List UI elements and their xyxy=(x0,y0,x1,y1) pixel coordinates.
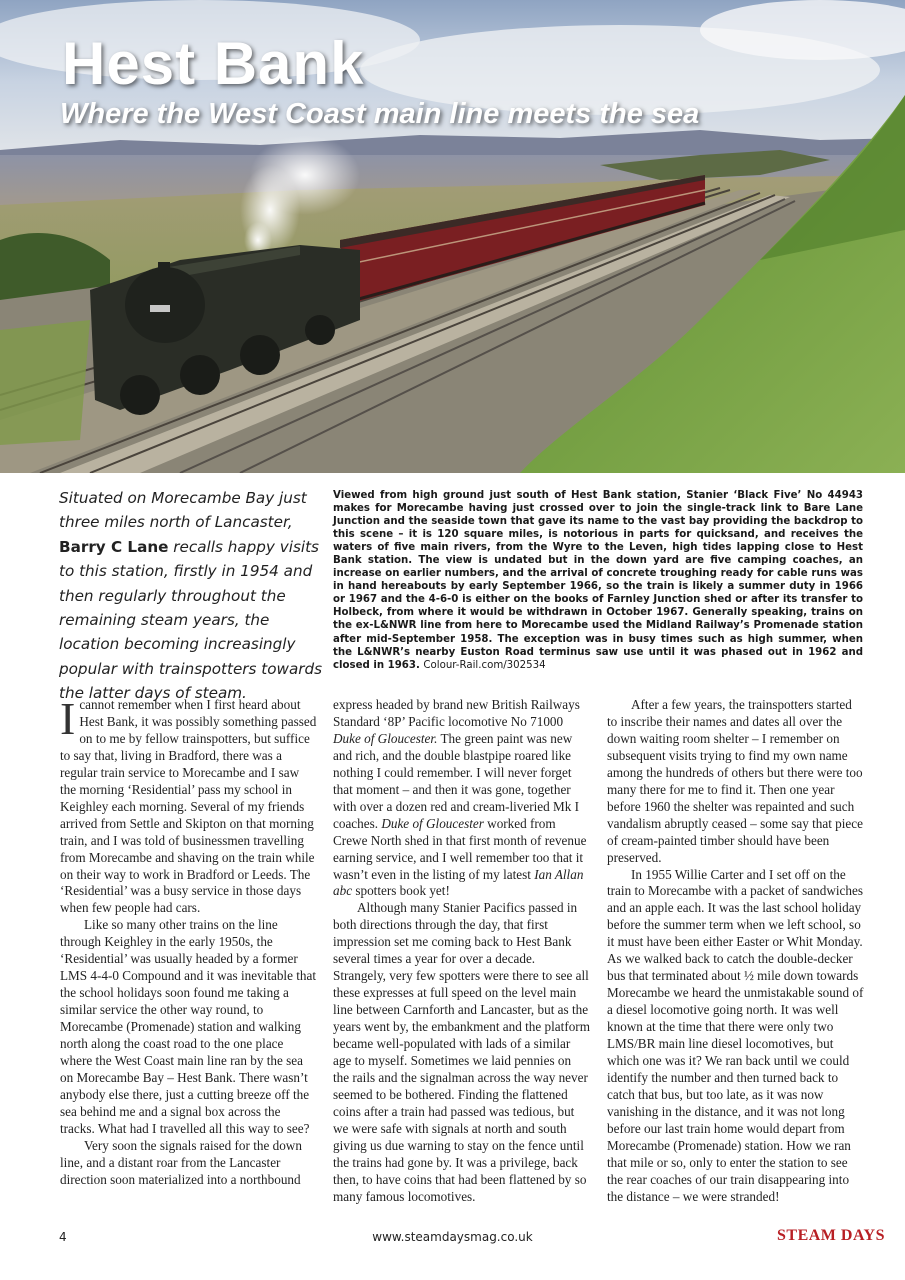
body-column-1 xyxy=(60,693,317,1189)
paragraph xyxy=(60,693,317,917)
photo-credit: Colour-Rail.com/302534 xyxy=(423,659,546,671)
paragraph-text: cannot remember when I first heard about Hest Bank, it was possibly something passed on to me by fellow trainspotters, but suffice to say that, living in Bradford, there was a regular train service to Morecambe and I saw the morning ‘Residential’ pass my school in Keighley each morning. Several of my friends arrived from Settle and Skipton on that morning train, and I was told of businessmen travelling from Morecambe and shaving on the train while on their way to work in Bradford or Leeds. The ‘Residential’ was a busy service in those days when few people had cars. xyxy=(60,697,317,916)
paragraph: Like so many other trains on the line through Keighley in the early 1950s, the ‘Residential’ was usually headed by a former LMS 4-4-0 Compound and it was inevitable that the school holidays soon found me taking a similar service the other way round, to Morecambe (Promenade) station and walking north along the coast road to the one place where the West Coast main line ran by the sea on Morecambe Bay – Hest Bank. There wasn’t anybody else there, just a cutting breeze off the sea behind me and a signal box across the tracks. What had I travelled all this way to see? xyxy=(60,917,317,1136)
paragraph xyxy=(333,697,590,900)
paragraph-text: express headed by brand new British Railways Standard ‘8P’ Pacific locomotive No 71000 xyxy=(333,697,580,729)
paragraph: In 1955 Willie Carter and I set off on the train to Morecambe with a packet of sandwiches and an apple each. It was the last school holiday before the summer term when we left school, so it must have been either Easter or Whit Monday. As we walked back to catch the double-decker bus that terminated about ½ mile down towards Morecambe we heard the unmistakable sound of a diesel locomotive going north. It was well known at the time that there were only two LMS/BR main line diesel locomotives, but which one was it? We ran back until we could identify the number and then turned back to catch that bus, but too late, as it was now vanishing in the distance, and it was not long before our last train home would depart from Morecambe (Promenade) station. How we ran that mile or so, only to enter the station to see the rear coaches of our train disappearing into the distance – we were stranded! xyxy=(607,866,864,1204)
paragraph: Very soon the signals raised for the down line, and a distant roar from the Lancaster direction soon materialized into a northbound xyxy=(60,1137,302,1187)
locomotive-name: Duke of Gloucester xyxy=(381,815,484,831)
standfirst-intro: Situated on Morecambe Bay just three miles north of Lancaster, xyxy=(59,489,307,532)
paragraph-text: The green paint was new and rich, and the double blastpipe roared like nothing I could remember. I will never forget that moment – and then it was gone, together with over a dozen red and cream-liveried Mk I coaches. xyxy=(333,730,580,831)
author-name: Barry C Lane xyxy=(59,537,169,556)
paragraph: Although many Stanier Pacifics passed in both directions through the day, that first impression set me coming back to Hest Bank several times a year for over a decade. Strangely, very few spotters were there to see all these expresses at full speed on the level main line between Carnforth and Lancaster, but as the years went by, the embankment and the platform became well-populated with lads of a similar age to myself. Sometimes we laid pennies on the rails and the signalman across the way never seemed to be bothered. Finding the flattened coins after a train had passed was tedious, but we were safe with signals at north and south giving us due warning to stay on the fence until the trains had gone by. It was a privilege, back then, to have coins that had been flattened by so many famous locomotives. xyxy=(333,900,590,1204)
hero-photo xyxy=(0,0,905,473)
book-title: Ian Allan abc xyxy=(333,866,584,899)
standfirst-body: recalls happy visits to this station, firstly in 1954 and then regularly throughout the remaining steam years, the location becoming increasingly popular with trainspotters towards the latter days of steam. xyxy=(59,537,323,703)
paragraph: After a few years, the trainspotters started to inscribe their names and dates all over the down waiting room shelter – I remember on subsequent visits trying to find my own name among the hundreds of others but there were too many there for me to find it. Then one year before 1960 the shelter was repainted and such vandalism abruptly ceased – some say that piece of cream-painted timber should have been preserved. xyxy=(607,697,863,865)
standfirst xyxy=(59,486,324,706)
caption-text: Viewed from high ground just south of Hest Bank station, Stanier ‘Black Five’ No 44943 makes for Morecambe having just crossed over to join the single-track link to Bare Lane Junction and the seaside town that gave its name to the vast bay providing the backdrop to this scene – it is 120 square miles, is notorious in parts for quicksand, and receives the waters of five main rivers, from the Wyre to the Leven, high tides lapping close to Hest Bank station. The view is undated but in the down yard are five camping coaches, an increase on earlier numbers, and the arrival of concrete troughing ready for cable runs was in hand hereabouts by early September 1966, so the train is likely a summer duty in 1966 or 1967 and the 4-6-0 is either on the books of Farnley Junction shed or after its transfer to Holbeck, from where it would be withdrawn in October 1967. Generally speaking, trains on the ex-L&NWR line from here to Morecambe used the Midland Railway’s Promenade station after mid-September 1958. The exception was in busy times such as high summer, when the L&NWR’s nearby Euston Road terminus saw use until it was phased out in 1962 and closed in 1963. xyxy=(333,490,863,671)
drop-cap: I xyxy=(60,693,76,744)
paragraph-text: spotters book yet! xyxy=(355,883,450,899)
page-subtitle: Where the West Coast main line meets the sea xyxy=(60,98,700,130)
body-column-3 xyxy=(607,697,864,1206)
photo-caption xyxy=(333,489,863,672)
paragraph-text: worked from Crewe North shed in that first month of revenue earning service, and I well remember too that it wasn’t even in the listing of my latest xyxy=(333,815,587,882)
body-column-2 xyxy=(333,697,590,1206)
page-title: Hest Bank xyxy=(62,30,365,97)
locomotive-name: Duke of Gloucester. xyxy=(333,730,438,746)
page-number: 4 xyxy=(59,1230,67,1244)
magazine-logo: STEAM DAYS xyxy=(777,1227,885,1244)
website-link[interactable]: www.steamdaysmag.co.uk xyxy=(372,1230,533,1244)
